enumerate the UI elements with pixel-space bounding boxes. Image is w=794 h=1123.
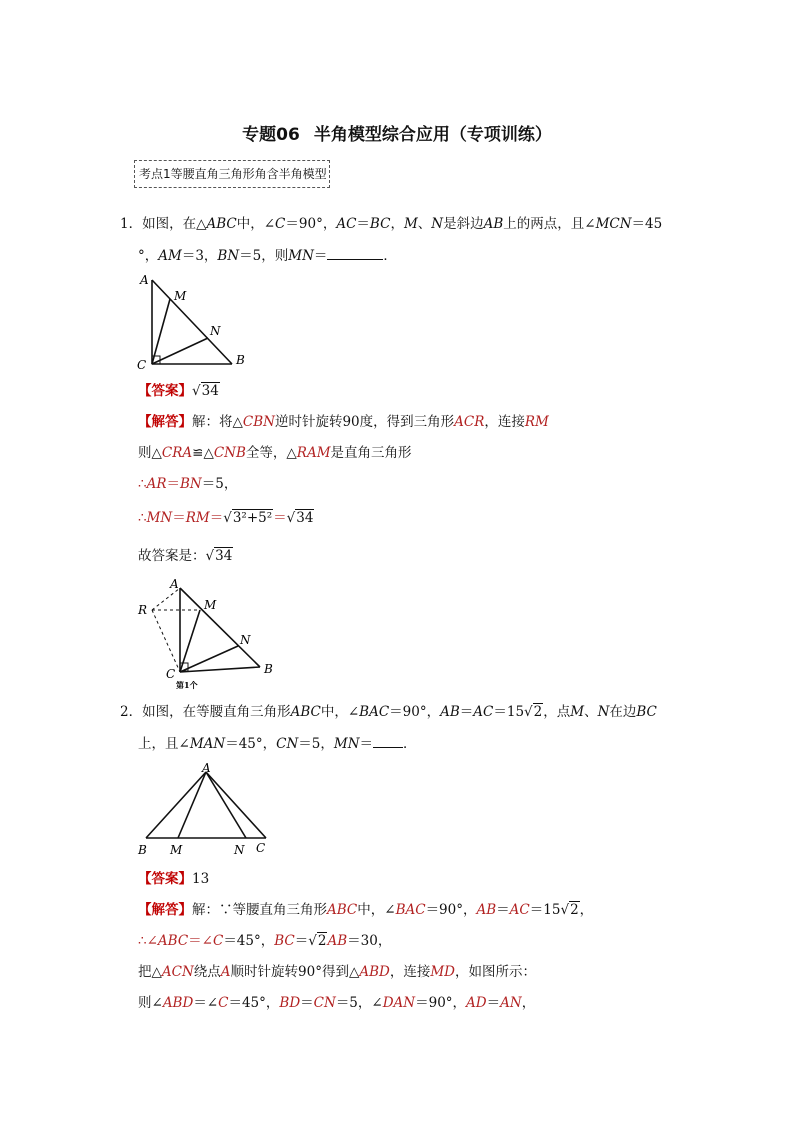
text: ABC	[327, 902, 358, 918]
text: ＝90°，	[415, 995, 467, 1011]
text: ＝90°，	[389, 704, 441, 720]
text: ＝5，	[201, 476, 238, 492]
solution-tag: 【解答】	[138, 414, 192, 430]
text: ACN	[161, 964, 194, 980]
q1-solution-figure	[134, 576, 284, 692]
q1-figure	[134, 270, 254, 372]
text: 如图，在等腰直角三角形	[142, 704, 291, 720]
radicand: 2	[533, 704, 543, 720]
text: ABC	[157, 933, 189, 949]
text: ＝	[496, 902, 510, 918]
text: ＝45	[631, 216, 663, 232]
radical: √2	[560, 902, 579, 918]
q1-number: 1．	[120, 216, 143, 232]
text: ∴	[138, 476, 147, 492]
radical: √34	[192, 383, 219, 399]
text: RM	[185, 510, 210, 526]
text: ＝15	[493, 704, 525, 720]
text: ＝90°，	[425, 902, 477, 918]
text: AD	[466, 995, 487, 1011]
text: ，点	[543, 704, 571, 720]
radical: √2	[308, 933, 327, 949]
text: C	[212, 933, 224, 949]
q1-sol1	[138, 412, 549, 432]
text: N	[597, 704, 610, 720]
text: 则△	[138, 445, 162, 461]
text: BD	[279, 995, 301, 1011]
figure-caption: 第1个	[176, 680, 198, 690]
text: 解：∵等腰直角三角形	[192, 902, 327, 918]
text: ＝	[486, 995, 501, 1011]
q1-sol3	[138, 474, 237, 494]
q2-sol1	[138, 900, 593, 920]
text: A	[220, 964, 231, 980]
text: AB	[440, 704, 460, 720]
text: MN	[146, 510, 173, 526]
radical: √2	[524, 704, 543, 720]
q1-answer	[138, 381, 220, 401]
q1-line1	[120, 214, 662, 234]
text: ＝	[313, 248, 328, 264]
q1-sol2	[138, 443, 412, 463]
text: ＝45°，	[225, 736, 277, 752]
text: 解：将△	[192, 414, 243, 430]
text: BC	[274, 933, 295, 949]
radicand: 3²+5²	[232, 510, 273, 526]
text: ＝	[359, 736, 374, 752]
text: 上的两点，且∠	[503, 216, 596, 232]
text: ，连接	[484, 414, 525, 430]
text: ABC	[290, 704, 321, 720]
answer-tag: 【答案】	[138, 871, 192, 887]
side-ac	[206, 772, 266, 838]
q2-sol3	[138, 962, 536, 982]
text: 则∠	[138, 995, 163, 1011]
text: RM	[524, 414, 549, 430]
line-an	[206, 772, 246, 838]
text: CN	[313, 995, 336, 1011]
label-r: R	[138, 603, 148, 617]
label-c: C	[256, 841, 266, 855]
text: C	[218, 995, 229, 1011]
dashed-rc	[152, 610, 180, 672]
text: °，	[138, 248, 159, 264]
text: ．	[403, 736, 417, 752]
text: BN	[217, 248, 240, 264]
q2-answer	[138, 869, 209, 889]
text: 顺时针旋转90°得到△	[230, 964, 360, 980]
section-label: 考点1等腰直角三角形角含半角模型	[139, 167, 327, 181]
label-a: A	[170, 577, 179, 591]
text: 中，∠	[320, 704, 360, 720]
label-n: N	[234, 843, 245, 857]
q2-line2	[138, 733, 417, 754]
q1-sol4	[138, 508, 314, 528]
text: N	[431, 216, 444, 232]
text: AC	[336, 216, 357, 232]
text: ＝∠	[188, 933, 213, 949]
text: ∴∠	[138, 933, 158, 949]
text: 在边	[609, 704, 637, 720]
text: ＝5，∠	[335, 995, 383, 1011]
text: 故答案是：	[138, 548, 206, 564]
label-a: A	[202, 761, 211, 775]
side-ab	[146, 772, 206, 838]
label-n: N	[240, 633, 251, 647]
q2-line1	[120, 702, 657, 722]
text: 是斜边	[443, 216, 484, 232]
text: MN	[288, 248, 314, 264]
text: BAC	[359, 704, 390, 720]
text: ＝	[356, 216, 370, 232]
label-b: B	[264, 662, 273, 676]
text: ∴	[138, 510, 147, 526]
text: 绕点	[193, 964, 221, 980]
text: 、	[584, 704, 598, 720]
text: BC	[369, 216, 391, 232]
text: ＝	[273, 510, 287, 526]
text: ＝5，	[298, 736, 334, 752]
answer-blank	[373, 733, 403, 748]
label-c: C	[137, 358, 147, 372]
text: ＝15	[529, 902, 561, 918]
text: ，连接	[389, 964, 431, 980]
text: AC	[473, 704, 494, 720]
text: M	[403, 216, 418, 232]
radical: √34	[286, 510, 314, 526]
line-cn	[180, 646, 238, 672]
text: 中，∠	[236, 216, 276, 232]
text: 如图，在△	[142, 216, 207, 232]
radicand: 34	[201, 383, 219, 399]
radicand: 2	[317, 933, 327, 949]
title-number: 专题06	[242, 125, 300, 145]
text: ＝45°，	[228, 995, 280, 1011]
text: ＝30，	[347, 933, 392, 949]
text: 把△	[138, 964, 162, 980]
text: ．	[383, 248, 397, 264]
text: CNB	[213, 445, 246, 461]
text: ＝	[209, 510, 224, 526]
text: AR	[146, 476, 167, 492]
q1-sol5	[138, 546, 233, 566]
side-ab	[180, 588, 260, 667]
label-m: M	[170, 843, 183, 857]
text: ≌△	[192, 445, 214, 461]
text: CN	[276, 736, 299, 752]
text: AM	[158, 248, 182, 264]
q2-sol2	[138, 931, 391, 951]
text: BN	[180, 476, 202, 492]
label-m: M	[204, 598, 217, 612]
page-title	[0, 120, 794, 145]
text: 上，且∠	[138, 736, 190, 752]
radicand: 2	[570, 902, 579, 918]
text: MCN	[595, 216, 632, 232]
text: AB	[483, 216, 504, 232]
label-m: M	[174, 289, 187, 303]
label-c: C	[166, 667, 176, 681]
text: ＝	[172, 510, 186, 526]
section-box	[134, 160, 330, 188]
solution-tag: 【解答】	[138, 902, 192, 918]
radicand: 34	[215, 548, 233, 564]
line-cm	[152, 299, 170, 364]
text: AC	[509, 902, 530, 918]
text: MN	[333, 736, 360, 752]
radical: √34	[205, 548, 233, 564]
label-n: N	[210, 324, 221, 338]
text: AN	[500, 995, 522, 1011]
text: MAN	[189, 736, 226, 752]
text: ＝	[294, 933, 309, 949]
text: ，	[390, 216, 404, 232]
text: ＝90°，	[285, 216, 337, 232]
text: M	[570, 704, 585, 720]
q2-figure	[134, 760, 280, 860]
radical: √3²+5²	[223, 510, 273, 526]
text: ABC	[206, 216, 237, 232]
text: 逆时针旋转90度，得到三角形	[274, 414, 455, 430]
text: ＝3，	[181, 248, 218, 264]
text: ＝	[166, 476, 181, 492]
text: BC	[636, 704, 657, 720]
text: DAN	[382, 995, 416, 1011]
label-a: A	[140, 273, 149, 287]
line-am	[178, 772, 206, 838]
text: 全等，△	[245, 445, 297, 461]
text: AB	[327, 933, 348, 949]
text: AB	[476, 902, 497, 918]
text: ABD	[162, 995, 194, 1011]
label-b: B	[236, 353, 245, 367]
q1-line2	[138, 245, 397, 266]
text: BAC	[395, 902, 426, 918]
text: ，	[521, 995, 536, 1011]
text: ＝5，则	[239, 248, 289, 264]
text: ，如图所示：	[455, 964, 537, 980]
q2-number: 2．	[120, 704, 143, 720]
title-text: 半角模型综合应用（专项训练）	[313, 125, 552, 145]
text: ACR	[454, 414, 485, 430]
text: RAM	[296, 445, 331, 461]
text: 、	[417, 216, 432, 232]
text: 中，∠	[357, 902, 396, 918]
answer-blank	[327, 245, 383, 260]
text: CBN	[242, 414, 275, 430]
text: ＝	[300, 995, 314, 1011]
text: ABD	[359, 964, 390, 980]
text: ，	[579, 902, 594, 918]
text: ＝45°，	[223, 933, 275, 949]
text: 是直角三角形	[330, 445, 412, 461]
answer-value: 13	[192, 871, 210, 887]
answer-tag: 【答案】	[138, 383, 192, 399]
text: CRA	[161, 445, 193, 461]
side-cb	[180, 667, 260, 672]
q2-sol4	[138, 993, 535, 1013]
text: C	[275, 216, 286, 232]
dashed-ra	[152, 588, 180, 610]
text: ＝	[459, 704, 474, 720]
text: ＝∠	[193, 995, 219, 1011]
label-b: B	[138, 843, 147, 857]
radicand: 34	[296, 510, 314, 526]
text: MD	[430, 964, 456, 980]
